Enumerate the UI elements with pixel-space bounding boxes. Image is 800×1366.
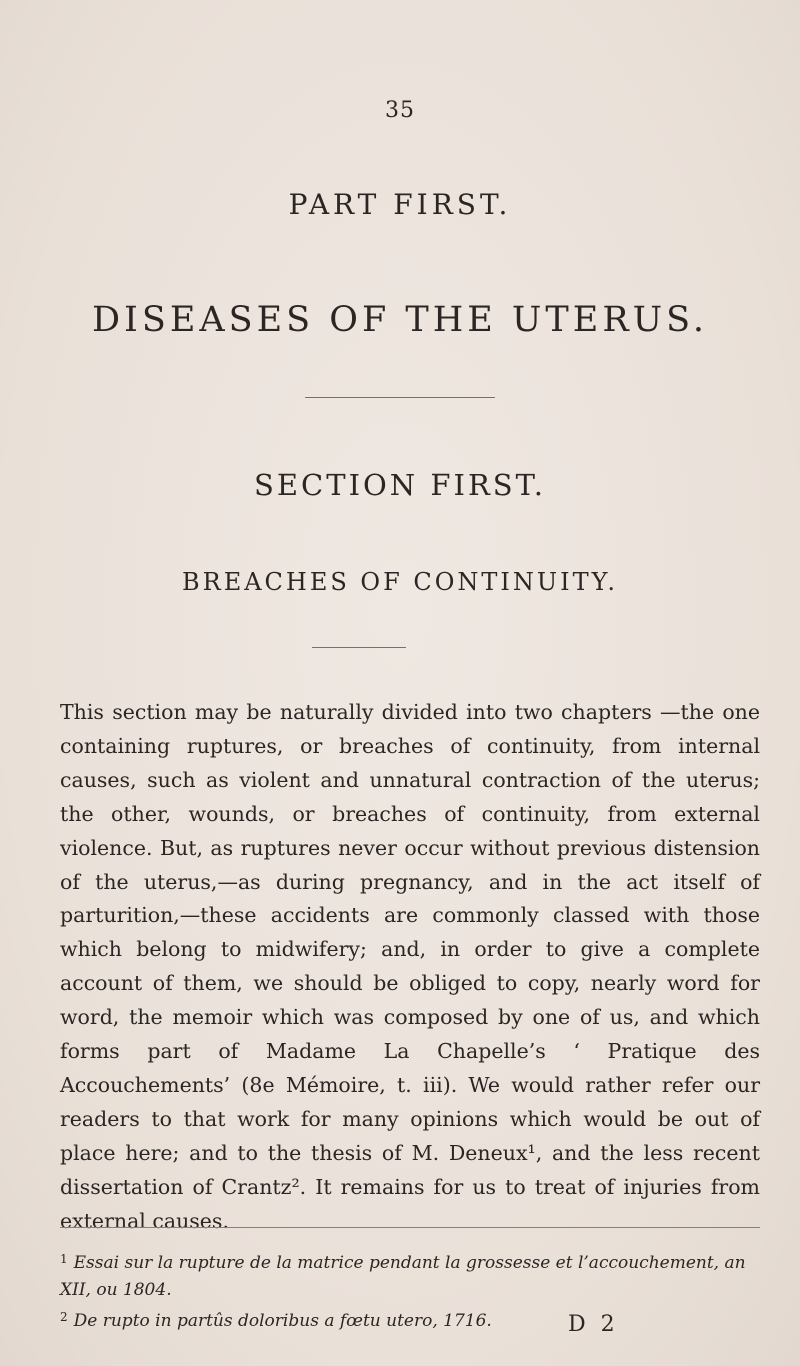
title-divider: [305, 397, 495, 398]
footnote-1: [60, 1246, 760, 1304]
body-paragraph: This section may be naturally divided into two chapters —the one containing ruptures, or breaches of continuity, from internal causes, such as violent and unnatural contraction of the uterus; the other, wounds, or breaches of continuity, from external violence. But, as ruptures never occur without previous distension of the uterus,—as during pregnancy, and in the act itself of parturition,—these accidents are commonly classed with those which belong to midwifery; and, in order to give a complete account of them, we should be obliged to copy, nearly word for word, the memoir which was composed by one of us, and which forms part of Madame La Chapelle’s ‘ Pratique des Accouchements’ (8e Mémoire, t. iii). We would rather refer our readers to that work for many opinions which would be out of place here; and to the thesis of M. Deneux¹, and the less recent dissertation of Crantz². It remains for us to treat of injuries from external causes.: [60, 700, 760, 1233]
footnote-text: Essai sur la rupture de la matrice pendant la grossesse et l’accouchement, an XII, ou 1804.: [60, 1253, 746, 1300]
footnote-text: De rupto in partûs doloribus a fœtu utero, 1716.: [73, 1311, 492, 1331]
footnote-divider: [60, 1227, 760, 1228]
footnotes: [60, 1246, 760, 1335]
signature-mark: D 2: [568, 1312, 619, 1337]
footnote-marker: 2: [60, 1310, 68, 1324]
subsection-title: BREACHES OF CONTINUITY.: [181, 568, 619, 596]
section-title: SECTION FIRST.: [254, 468, 546, 502]
page-number: 35: [385, 98, 415, 123]
main-title: DISEASES OF THE UTERUS.: [91, 300, 709, 340]
part-title: PART FIRST.: [288, 188, 512, 221]
footnote-2: [60, 1304, 760, 1335]
subsection-divider: [312, 647, 406, 648]
footnote-marker: 1: [60, 1252, 68, 1266]
